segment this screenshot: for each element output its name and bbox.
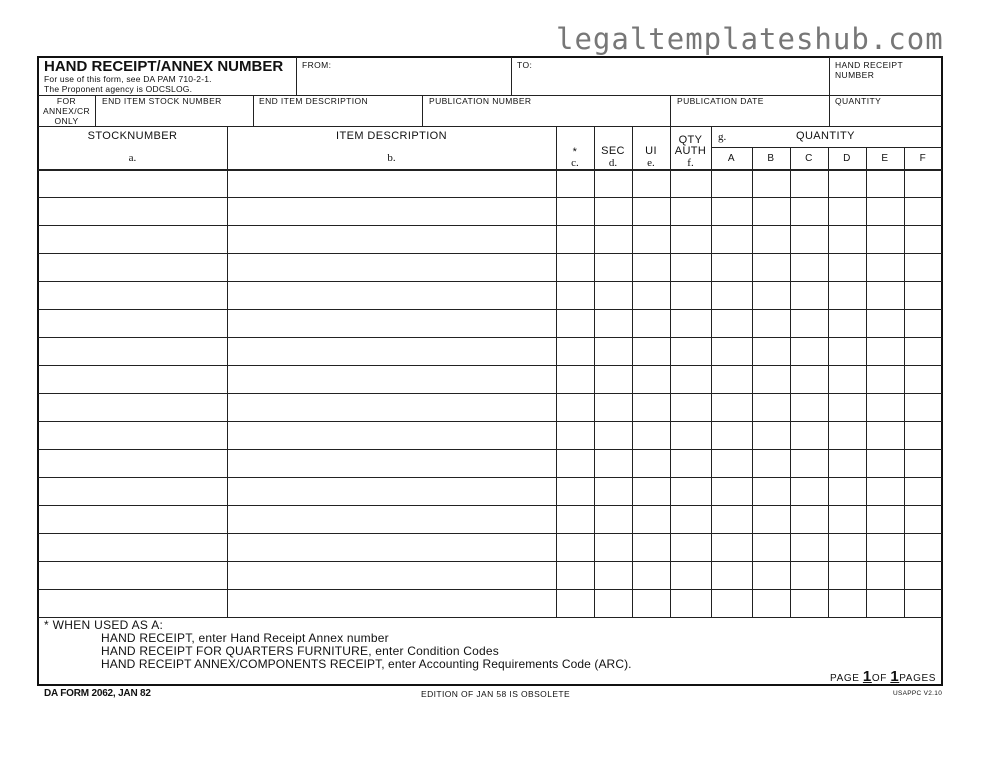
pages-label: PAGES [899,673,936,684]
item-description-letter: b. [387,152,396,164]
hand-receipt-number-field[interactable] [831,80,941,94]
row2-divider [38,126,942,127]
ui-letter: e. [647,157,655,169]
item-description-header: ITEM DESCRIPTION [336,130,447,142]
quantity-col-e: E [881,153,889,164]
table-row[interactable] [39,338,941,364]
edition-note: EDITION OF JAN 58 IS OBSOLETE [421,689,571,699]
use-note: For use of this form, see DA PAM 710-2-1. [44,74,212,84]
table-row[interactable] [39,562,941,588]
qty-auth-header: AUTH [674,145,707,157]
when-used-note: * WHEN USED AS A: [44,618,164,632]
end-item-stock-number-label: END ITEM STOCK NUMBER [102,96,222,106]
footer-instruction: HAND RECEIPT, enter Hand Receipt Annex number [101,631,389,645]
for-annex-label: ONLY [54,116,79,126]
star-header: * [572,146,578,158]
table-row[interactable] [39,590,941,616]
quantity-subheader-divider [712,147,942,148]
table-row[interactable] [39,422,941,448]
page-number[interactable]: 1 [862,668,872,685]
table-row[interactable] [39,254,941,280]
sec-header: SEC [601,145,625,157]
row2-vline [253,95,254,126]
quantity-g-letter: g. [718,131,727,143]
header-vline [511,57,512,95]
ui-header: UI [645,145,657,157]
hand-receipt-number-label: NUMBER [835,70,875,80]
page-count [830,668,936,685]
table-bottom-divider [38,617,942,618]
publication-date-label: PUBLICATION DATE [677,96,764,106]
page-total[interactable]: 1 [890,668,900,685]
proponent-note: The Proponent agency is ODCSLOG. [44,84,193,94]
table-row[interactable] [39,394,941,420]
qty-auth-header: QTY [678,134,703,146]
to-field[interactable] [513,72,827,94]
row2-vline [95,95,96,126]
table-row[interactable] [39,366,941,392]
watermark-text: legaltemplateshub.com [556,22,944,56]
quantity-col-c: C [805,153,813,164]
table-row[interactable] [39,478,941,504]
footer-instruction: HAND RECEIPT ANNEX/COMPONENTS RECEIPT, enter Accounting Requirements Code (ARC). [101,657,632,671]
usappc-note: USAPPC V2.10 [893,690,943,697]
from-label: FROM: [302,60,332,70]
quantity-group-header: QUANTITY [796,130,855,142]
stock-number-header: STOCKNUMBER [87,130,178,142]
table-row[interactable] [39,506,941,532]
footer-instruction: HAND RECEIPT FOR QUARTERS FURNITURE, enter Condition Codes [101,644,499,658]
for-annex-label: ANNEX/CR [42,106,91,116]
table-row[interactable] [39,282,941,308]
row2-vline [422,95,423,126]
quantity-field[interactable] [831,108,941,125]
table-row[interactable] [39,450,941,476]
star-letter: c. [571,157,579,169]
end-item-stock-number-field[interactable] [97,108,252,125]
quantity-col-d: D [843,153,851,164]
from-field[interactable] [298,72,509,94]
table-row[interactable] [39,310,941,336]
publication-number-field[interactable] [424,108,669,125]
end-item-description-field[interactable] [255,108,421,125]
hand-receipt-number-label: HAND RECEIPT [835,60,904,70]
table-row[interactable] [39,534,941,560]
row2-vline [670,95,671,126]
stock-number-letter: a. [128,152,137,164]
table-row[interactable] [39,170,941,196]
table-row[interactable] [39,226,941,252]
qty-auth-letter: f. [687,157,694,169]
publication-number-label: PUBLICATION NUMBER [429,96,532,106]
to-label: TO: [517,60,533,70]
header-vline [829,57,830,95]
sec-letter: d. [608,157,618,169]
of-label: OF [871,673,887,684]
publication-date-field[interactable] [672,108,828,125]
row2-vline [829,95,830,126]
form-title: HAND RECEIPT/ANNEX NUMBER [44,58,284,75]
end-item-description-label: END ITEM DESCRIPTION [259,96,369,106]
table-row[interactable] [39,198,941,224]
quantity-col-a: A [727,153,736,164]
quantity-col-f: F [919,153,927,164]
quantity-label: QUANTITY [835,96,882,106]
for-annex-label: FOR [56,96,77,106]
quantity-col-b: B [767,153,775,164]
page-label: PAGE [830,673,860,684]
form-id: DA FORM 2062, JAN 82 [44,688,151,699]
header-vline [296,57,297,95]
